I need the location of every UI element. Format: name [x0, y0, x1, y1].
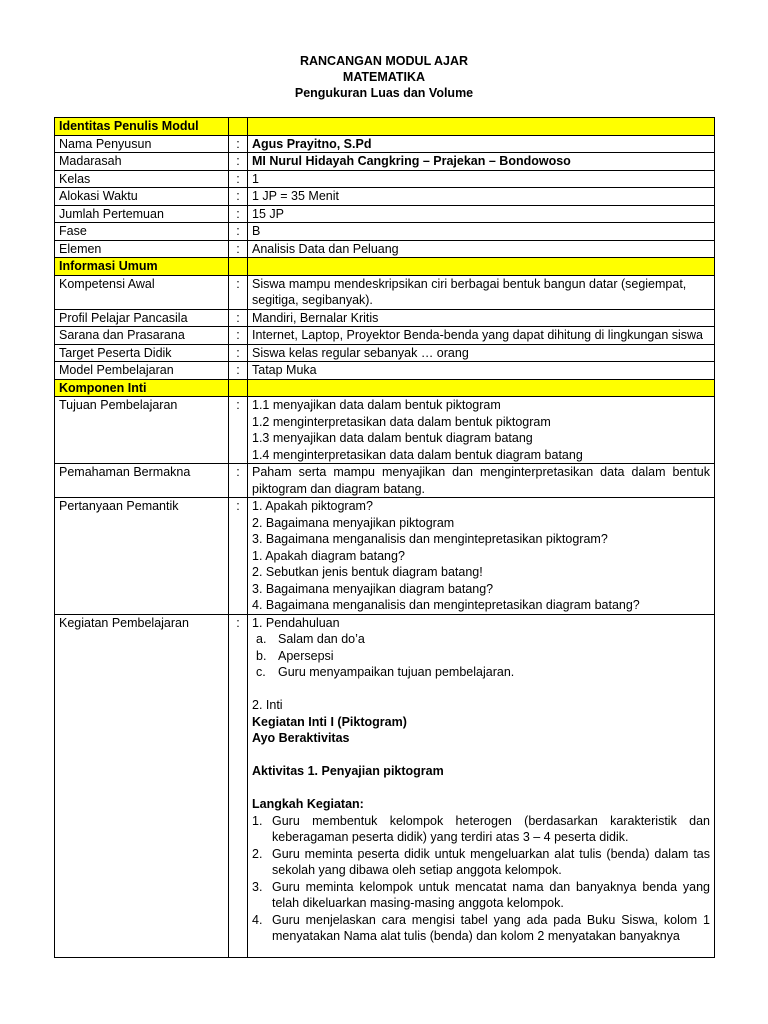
colon: :	[229, 362, 248, 380]
row-value: 1	[248, 170, 715, 188]
list-item	[256, 648, 710, 665]
row-value: 1 JP = 35 Menit	[248, 188, 715, 206]
row-label: Tujuan Pembelajaran	[55, 397, 229, 464]
row-value: Siswa mampu mendeskripsikan ciri berbagai bentuk bangun datar (segiempat, segitiga, segibanyak).	[248, 275, 715, 309]
row-value	[248, 498, 715, 615]
table-row	[55, 614, 715, 957]
section-identitas	[55, 118, 715, 136]
langkah-heading: Langkah Kegiatan:	[252, 797, 364, 811]
inti-title: Kegiatan Inti I (Piktogram)	[252, 714, 407, 729]
list-item: 1. Apakah diagram batang?	[252, 548, 405, 563]
colon: :	[229, 327, 248, 345]
list-item: 3. Bagaimana menganalisis dan mengintepretasikan piktogram?	[252, 532, 608, 546]
row-label: Kegiatan Pembelajaran	[55, 614, 229, 957]
list-marker: b.	[256, 648, 267, 663]
header-subject: MATEMATIKA	[342, 70, 426, 84]
row-label: Target Peserta Didik	[55, 344, 229, 362]
list-item: 2. Sebutkan jenis bentuk diagram batang!	[252, 565, 483, 579]
colon: :	[229, 397, 248, 464]
list-item	[256, 664, 710, 681]
table-row	[55, 188, 715, 206]
list-item: 1.4 menginterpretasikan data dalam bentuk diagram batang	[252, 447, 583, 462]
ayo-heading: Ayo Beraktivitas	[252, 731, 350, 745]
row-label: Profil Pelajar Pancasila	[55, 309, 229, 327]
list-item: 2. Bagaimana menyajikan piktogram	[252, 515, 455, 530]
row-label: Madarasah	[55, 153, 229, 171]
row-label: Nama Penyusun	[55, 135, 229, 153]
row-value	[248, 397, 715, 464]
list-marker: 2.	[252, 846, 263, 861]
table-row	[55, 240, 715, 258]
table-row	[55, 397, 715, 464]
row-value: 15 JP	[248, 205, 715, 223]
row-label: Pertanyaan Pemantik	[55, 498, 229, 615]
row-value: MI Nurul Hidayah Cangkring – Prajekan – Bondowoso	[248, 153, 715, 171]
list-text: Guru meminta peserta didik untuk mengeluarkan alat tulis (benda) dalam tas sekolah yang dibawa oleh setiap anggota kelompok.	[272, 846, 710, 877]
row-label: Kompetensi Awal	[55, 275, 229, 309]
list-item	[252, 813, 710, 846]
list-text: Guru menyampaikan tujuan pembelajaran.	[278, 665, 515, 679]
inti-heading: 2. Inti	[252, 698, 283, 712]
colon: :	[229, 188, 248, 206]
list-item	[252, 846, 710, 879]
table-row	[55, 223, 715, 241]
module-table	[54, 117, 715, 958]
colon: :	[229, 275, 248, 309]
table-row	[55, 344, 715, 362]
row-label: Fase	[55, 223, 229, 241]
table-row	[55, 170, 715, 188]
row-value: Analisis Data dan Peluang	[248, 240, 715, 258]
header-topic: Pengukuran Luas dan Volume	[294, 86, 474, 100]
row-value: Internet, Laptop, Proyektor Benda-benda yang dapat dihitung di lingkungan siswa	[248, 327, 715, 345]
row-value: B	[248, 223, 715, 241]
list-item	[252, 879, 710, 912]
table-row	[55, 362, 715, 380]
section-komponen	[55, 379, 715, 397]
row-value: Paham serta mampu menyajikan dan menginterpretasikan data dalam bentuk piktogram dan diagram batang.	[248, 464, 715, 498]
list-marker: 1.	[252, 813, 263, 828]
table-row	[55, 205, 715, 223]
colon: :	[229, 223, 248, 241]
list-text: Guru menjelaskan cara mengisi tabel yang ada pada Buku Siswa, kolom 1 menyatakan Nama alat tulis (benda) dan kolom 2 menyatakan banyaknya	[272, 912, 710, 943]
colon: :	[229, 135, 248, 153]
steps-list	[252, 813, 710, 945]
list-item: 4. Bagaimana menganalisis dan mengintepretasikan diagram batang?	[252, 598, 640, 612]
row-label: Elemen	[55, 240, 229, 258]
colon: :	[229, 614, 248, 957]
list-item: 3. Bagaimana menyajikan diagram batang?	[252, 581, 494, 596]
table-row	[55, 135, 715, 153]
row-label: Jumlah Pertemuan	[55, 205, 229, 223]
table-row	[55, 464, 715, 498]
table-row	[55, 498, 715, 615]
section-label: Komponen Inti	[55, 379, 229, 397]
list-marker: c.	[256, 665, 266, 679]
list-text: Guru membentuk kelompok heterogen (berdasarkan karakteristik dan keberagaman peserta didik) yang terdiri atas 3 – 4 peserta didik.	[272, 813, 710, 844]
row-label: Kelas	[55, 170, 229, 188]
section-informasi	[55, 258, 715, 276]
table-row	[55, 153, 715, 171]
list-item: 1.3 menyajikan data dalam bentuk diagram batang	[252, 431, 533, 445]
document-header	[0, 53, 768, 101]
list-item	[252, 912, 710, 945]
list-text: Salam dan do’a	[278, 632, 365, 646]
section-label: Identitas Penulis Modul	[55, 118, 229, 136]
list-marker: 4.	[252, 912, 263, 927]
row-value	[248, 614, 715, 957]
colon: :	[229, 205, 248, 223]
list-item: 1.1 menyajikan data dalam bentuk piktogram	[252, 398, 501, 412]
colon: :	[229, 240, 248, 258]
table-row	[55, 327, 715, 345]
row-label: Alokasi Waktu	[55, 188, 229, 206]
colon: :	[229, 344, 248, 362]
list-item	[256, 631, 710, 648]
list-marker: 3.	[252, 879, 263, 894]
row-value: Agus Prayitno, S.Pd	[248, 135, 715, 153]
list-item: 1.2 menginterpretasikan data dalam bentuk piktogram	[252, 414, 551, 429]
section-label: Informasi Umum	[55, 258, 229, 276]
pendahuluan-heading: 1. Pendahuluan	[252, 615, 340, 630]
row-value: Tatap Muka	[248, 362, 715, 380]
colon: :	[229, 464, 248, 498]
row-label: Pemahaman Bermakna	[55, 464, 229, 498]
list-item: 1. Apakah piktogram?	[252, 499, 373, 513]
pendahuluan-list	[252, 631, 710, 681]
list-text: Guru meminta kelompok untuk mencatat nama dan banyaknya benda yang telah dikeluarkan masing-masing anggota kelompok.	[272, 879, 710, 910]
table-row	[55, 309, 715, 327]
table-row	[55, 275, 715, 309]
colon: :	[229, 498, 248, 615]
row-label: Sarana dan Prasarana	[55, 327, 229, 345]
colon: :	[229, 153, 248, 171]
aktivitas-heading: Aktivitas 1. Penyajian piktogram	[252, 764, 444, 778]
colon: :	[229, 309, 248, 327]
list-text: Apersepsi	[278, 648, 334, 663]
colon: :	[229, 170, 248, 188]
row-label: Model Pembelajaran	[55, 362, 229, 380]
row-value: Mandiri, Bernalar Kritis	[248, 309, 715, 327]
header-title: RANCANGAN MODUL AJAR	[299, 54, 469, 68]
list-marker: a.	[256, 632, 267, 646]
row-value: Siswa kelas regular sebanyak … orang	[248, 344, 715, 362]
